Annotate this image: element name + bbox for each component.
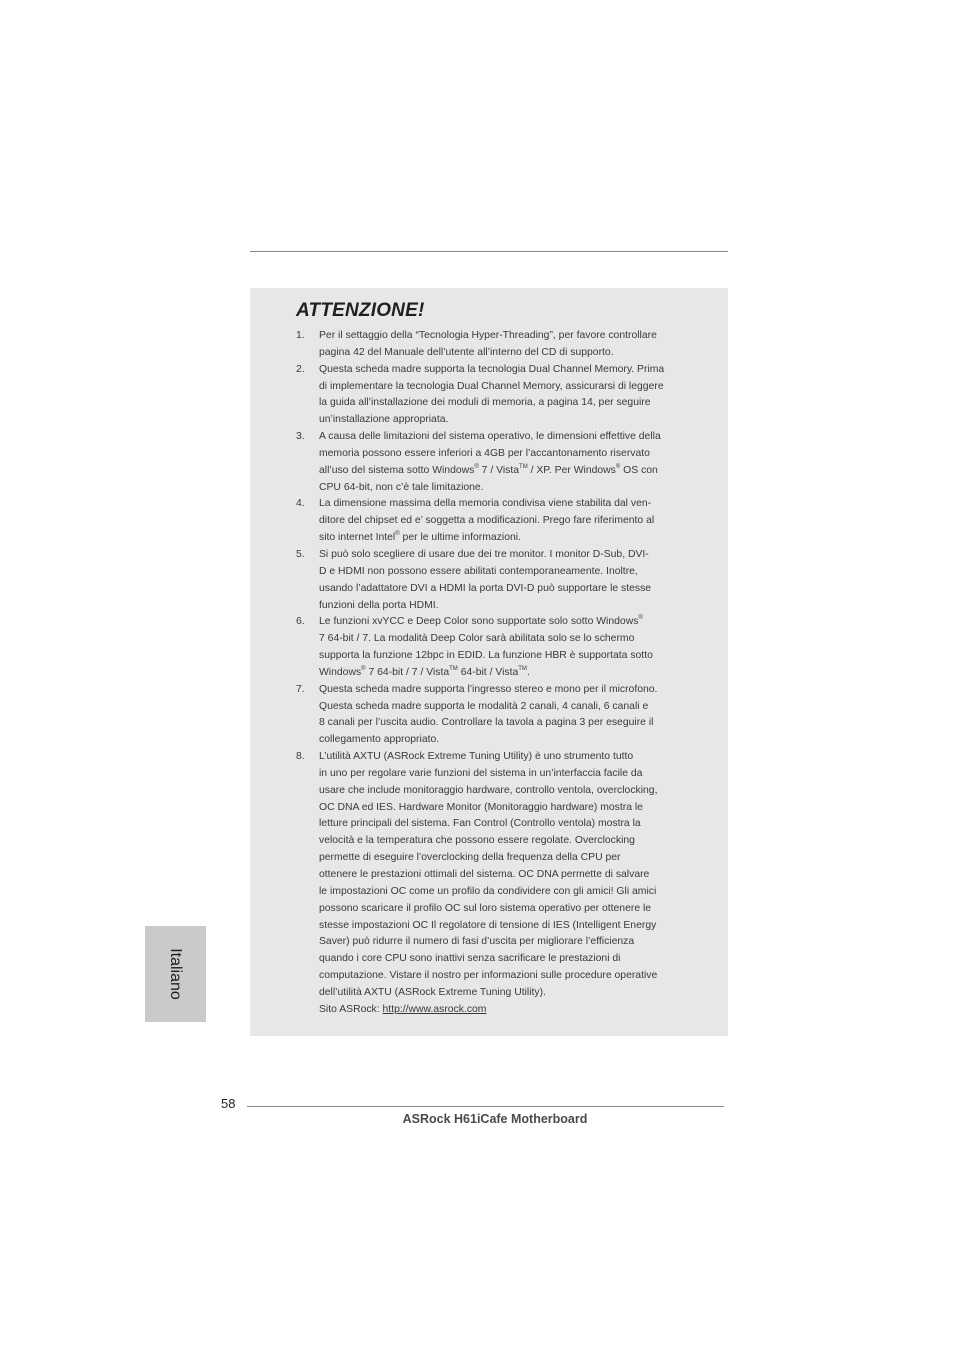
item-text-line: Si può solo scegliere di usare due dei tre monitor. I monitor D-Sub, DVI- xyxy=(319,548,649,560)
item-text-line: la guida all’installazione dei moduli di memoria, a pagina 14, per seguire xyxy=(319,397,651,409)
item-text-line xyxy=(319,614,696,631)
notice-item xyxy=(296,328,696,362)
item-text-line xyxy=(319,463,696,480)
item-text-line: quando i core CPU sono inattivi senza sacrificare le prestazioni di xyxy=(319,953,621,965)
item-text-line: collegamento appropriato. xyxy=(319,734,440,746)
text-segment: 7 / Vista xyxy=(478,464,520,476)
website-line xyxy=(319,1002,696,1019)
item-number: 7. xyxy=(296,683,305,695)
item-number: 1. xyxy=(296,330,305,341)
text-segment: 7 64-bit / 7 / Vista xyxy=(365,666,450,678)
footer-title: ASRock H61iCafe Motherboard xyxy=(402,1112,588,1126)
notice-item xyxy=(296,749,696,1019)
item-text-line: ditore del chipset ed e’ soggetta a modificazioni. Prego fare riferimento al xyxy=(319,515,655,527)
item-number: 5. xyxy=(296,548,305,560)
item-text-line: usando l’adattatore DVI a HDMI la porta DVI-D può supportare le stesse xyxy=(319,582,652,594)
notice-list xyxy=(296,328,696,1019)
item-text-line: memoria possono essere inferiori a 4GB per l’accantonamento riservato xyxy=(319,447,650,459)
item-text-line: ottenere le prestazioni ottimali del sistema. OC DNA permette di salvare xyxy=(319,869,650,880)
page-number: 58 xyxy=(221,1096,236,1111)
text-segment: OS con xyxy=(620,464,658,476)
trademark-mark: ® xyxy=(474,463,479,470)
item-text-line: CPU 64-bit, non c’è tale limitazione. xyxy=(319,481,484,493)
notice-title: ATTENZIONE! xyxy=(296,300,425,321)
item-text-line: computazione. Vistare il nostro per informazioni sulle procedure operative xyxy=(319,970,658,982)
top-divider xyxy=(250,251,728,252)
notice-item xyxy=(296,547,696,614)
notice-item xyxy=(296,614,696,681)
trademark-mark: TM xyxy=(518,665,527,672)
item-text-line: Questa scheda madre supporta l’ingresso stereo e mono per il microfono. xyxy=(319,683,658,695)
item-text-line: dell’utilità AXTU (ASRock Extreme Tuning Utility). xyxy=(319,986,546,998)
trademark-mark: ® xyxy=(361,665,366,672)
text-segment: Le funzioni xvYCC e Deep Color sono supportate solo sotto Windows xyxy=(319,616,639,628)
item-number: 4. xyxy=(296,498,305,510)
trademark-mark: ® xyxy=(638,615,643,622)
item-text-line: A causa delle limitazioni del sistema operativo, le dimensioni effettive della xyxy=(319,431,661,443)
language-tab-label: Italiano xyxy=(167,948,184,1000)
item-text-line: La dimensione massima della memoria condivisa viene stabilita dal ven- xyxy=(319,498,652,510)
item-number: 2. xyxy=(296,363,305,375)
text-segment: sito internet Intel xyxy=(319,532,396,544)
item-text-line: D e HDMI non possono essere abilitati contemporaneamente. Inoltre, xyxy=(319,565,638,577)
item-text-line: usare che include monitoraggio hardware, controllo ventola, overclocking, xyxy=(319,784,658,796)
item-text-line: Saver) può ridurre il numero di fasi d’uscita per migliorare l’efficienza xyxy=(319,936,635,948)
notice-item xyxy=(296,362,696,429)
notice-box xyxy=(250,288,728,1036)
item-text-line xyxy=(319,530,696,547)
item-text-line: Questa scheda madre supporta le modalità 2 canali, 4 canali, 6 canali e xyxy=(319,700,649,712)
notice-item xyxy=(296,682,696,749)
item-text-line: possono scaricare il profilo OC sul loro sistema operativo per ottenere le xyxy=(319,902,652,914)
website-label: Sito ASRock: xyxy=(319,1003,383,1015)
item-text-line: supporta la funzione 12bpc in EDID. La funzione HBR è supportata sotto xyxy=(319,650,653,662)
item-text-line: in uno per regolare varie funzioni del sistema in un’interfaccia facile da xyxy=(319,767,643,779)
notice-item xyxy=(296,429,696,496)
item-text-line: 8 canali per l’uscita audio. Controllare la tavola a pagina 3 per eseguire il xyxy=(319,717,654,729)
item-text-line: le impostazioni OC come un profilo da condividere con gli amici! Gli amici xyxy=(319,885,657,897)
website-link[interactable]: http://www.asrock.com xyxy=(382,1003,487,1015)
notice-item xyxy=(296,496,696,547)
bottom-divider xyxy=(247,1106,724,1107)
item-text-line: 7 64-bit / 7. La modalità Deep Color sarà abilitata solo se lo schermo xyxy=(319,633,635,645)
item-text-line: permette di eseguire l’overclocking della frequenza della CPU per xyxy=(319,852,621,864)
trademark-mark: TM xyxy=(519,463,528,470)
item-number: 6. xyxy=(296,616,305,628)
item-text-line: pagina 42 del Manuale dell’utente all’interno del CD di supporto. xyxy=(319,346,614,358)
text-segment: Windows xyxy=(319,666,362,678)
item-text-line: OC DNA ed IES. Hardware Monitor (Monitoraggio hardware) mostra le xyxy=(319,801,643,813)
item-text-line: Questa scheda madre supporta la tecnologia Dual Channel Memory. Prima xyxy=(319,363,665,375)
text-segment: . xyxy=(526,666,530,678)
item-text-line xyxy=(319,665,696,682)
text-segment: all’uso del sistema sotto Windows xyxy=(319,464,475,476)
item-number: 8. xyxy=(296,751,305,763)
item-text-line: un’installazione appropriata. xyxy=(319,414,449,426)
trademark-mark: ® xyxy=(395,531,400,538)
item-text-line: letture principali del sistema. Fan Control (Controllo ventola) mostra la xyxy=(319,818,641,830)
text-segment: per le ultime informazioni. xyxy=(399,532,521,544)
text-segment: / XP. Per Windows xyxy=(527,464,616,476)
trademark-mark: ® xyxy=(615,463,621,470)
language-tab xyxy=(145,926,206,1022)
item-text-line: L’utilità AXTU (ASRock Extreme Tuning Utility) è uno strumento tutto xyxy=(319,751,634,763)
item-number: 3. xyxy=(296,431,305,443)
item-text-line: di implementare la tecnologia Dual Channel Memory, assicurarsi di leggere xyxy=(319,380,664,392)
text-segment: 64-bit / Vista xyxy=(457,666,519,678)
item-text-line: velocità e la temperatura che possono essere regolate. Overclocking xyxy=(319,835,635,847)
item-text-line: Per il settaggio della “Tecnologia Hyper-Threading”, per favore controllare xyxy=(319,330,657,341)
item-text-line: stesse impostazioni OC Il regolatore di tensione di IES (Intelligent Energy xyxy=(319,919,657,931)
item-text-line: funzioni della porta HDMI. xyxy=(319,599,439,611)
trademark-mark: TM xyxy=(449,665,458,672)
